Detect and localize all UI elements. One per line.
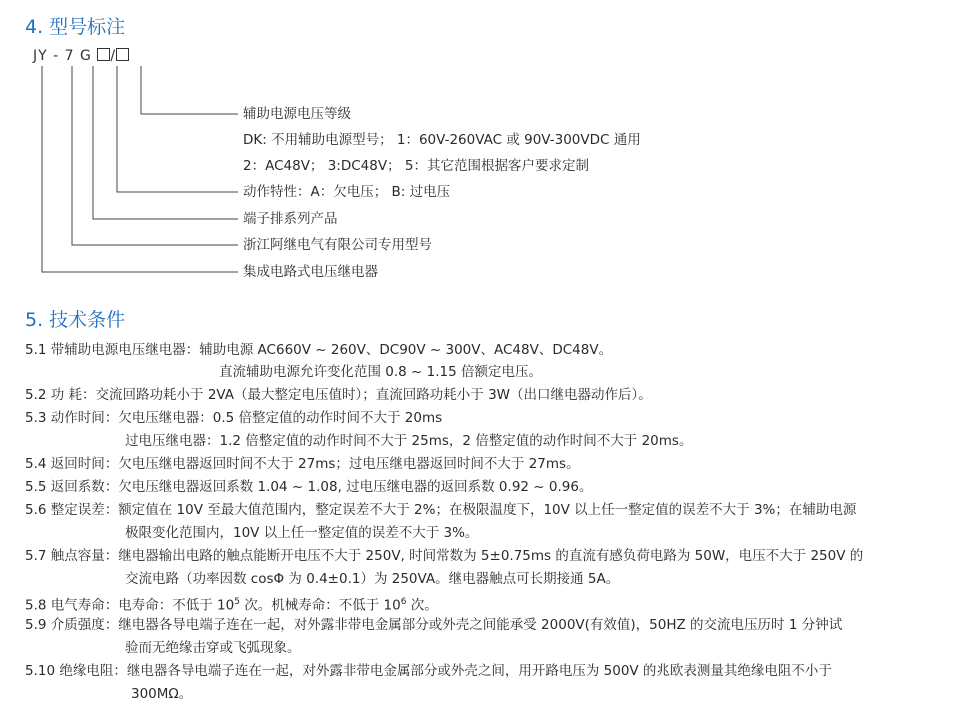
spec-line-5-4: 5.4 返回时间：欠电压继电器返回时间不大于 27ms；过电压继电器返回时间不大于 27ms。	[25, 456, 580, 472]
model-box-icon	[116, 48, 129, 61]
label-relay-type: 集成电路式电压继电器	[243, 264, 378, 280]
spec-line-5-1: 5.1 带辅助电源电压继电器：辅助电源 AC660V ~ 260V、DC90V ~ 300V、AC48V、DC48V。	[25, 342, 613, 358]
spec-5-8-sup-2: 6	[400, 597, 407, 607]
model-part-jy: JY	[33, 48, 48, 64]
spec-line-5-9: 5.9 介质强度：继电器各导电端子连在一起，对外露非带电金属部分或外壳之间能承受 2000V(有效值)，50HZ 的交流电压历时 1 分钟试	[25, 617, 843, 633]
spec-line-5-6-cont: 极限变化范围内，10V 以上任一整定值的误差不大于 3%。	[125, 525, 479, 541]
section-5-title: 5. 技术条件	[25, 309, 126, 331]
spec-line-5-9-cont: 验而无绝缘击穿或飞弧现象。	[125, 640, 301, 656]
model-part-g: G	[80, 48, 92, 64]
model-part-dash: -	[53, 48, 60, 64]
label-aux-voltage: 辅助电源电压等级	[243, 106, 351, 122]
label-company-model: 浙江阿继电气有限公司专用型号	[243, 237, 432, 253]
model-box-icon	[97, 48, 110, 61]
spec-line-5-3-cont: 过电压继电器：1.2 倍整定值的动作时间不大于 25ms，2 倍整定值的动作时间不大于 20ms。	[125, 433, 693, 449]
label-other-options: 2：AC48V； 3:DC48V； 5：其它范围根据客户要求定制	[243, 158, 589, 174]
spec-5-8-part-a: 5.8 电气寿命：电寿命：不低于 10	[25, 597, 235, 614]
label-terminal-series: 端子排系列产品	[243, 211, 338, 227]
model-part-7: 7	[64, 48, 75, 64]
label-dk-option: DK: 不用辅助电源型号； 1：60V-260VAC 或 90V-300VDC 通用	[243, 132, 641, 148]
spec-5-8-part-c: 次。	[406, 597, 438, 614]
model-code	[33, 48, 129, 64]
section-4-title: 4. 型号标注	[25, 16, 126, 38]
spec-line-5-6: 5.6 整定误差：额定值在 10V 至最大值范围内，整定误差不大于 2%；在极限温度下，10V 以上任一整定值的误差不大于 3%；在辅助电源	[25, 502, 857, 518]
model-part-slash: /	[110, 48, 117, 64]
spec-line-5-10-cont: 300MΩ。	[131, 686, 193, 702]
spec-5-8-part-b: 次。机械寿命：不低于 10	[239, 597, 401, 614]
spec-5-8-sup-1: 5	[234, 597, 240, 607]
spec-line-5-3: 5.3 动作时间：欠电压继电器：0.5 倍整定值的动作时间不大于 20ms	[25, 410, 443, 426]
spec-line-5-2: 5.2 功 耗：交流回路功耗小于 2VA（最大整定电压值时）；直流回路功耗小于 3W（出口继电器动作后）。	[25, 387, 652, 403]
spec-line-5-8	[25, 593, 438, 615]
label-action-type: 动作特性：A：欠电压； B: 过电压	[243, 184, 451, 200]
spec-line-5-10: 5.10 绝缘电阻：继电器各导电端子连在一起，对外露非带电金属部分或外壳之间，用开路电压为 500V 的兆欧表测量其绝缘电阻不小于	[25, 663, 832, 679]
spec-line-5-7-cont: 交流电路（功率因数 cosΦ 为 0.4±0.1）为 250VA。继电器触点可长期接通 5A。	[125, 571, 620, 587]
spec-line-5-1-cont: 直流辅助电源允许变化范围 0.8 ~ 1.15 倍额定电压。	[219, 364, 543, 380]
spec-line-5-7: 5.7 触点容量：继电器输出电路的触点能断开电压不大于 250V, 时间常数为 5±0.75ms 的直流有感负荷电路为 50W，电压不大于 250V 的	[25, 548, 864, 564]
spec-line-5-5: 5.5 返回系数：欠电压继电器返回系数 1.04 ~ 1.08, 过电压继电器的返回系数 0.92 ~ 0.96。	[25, 479, 593, 495]
